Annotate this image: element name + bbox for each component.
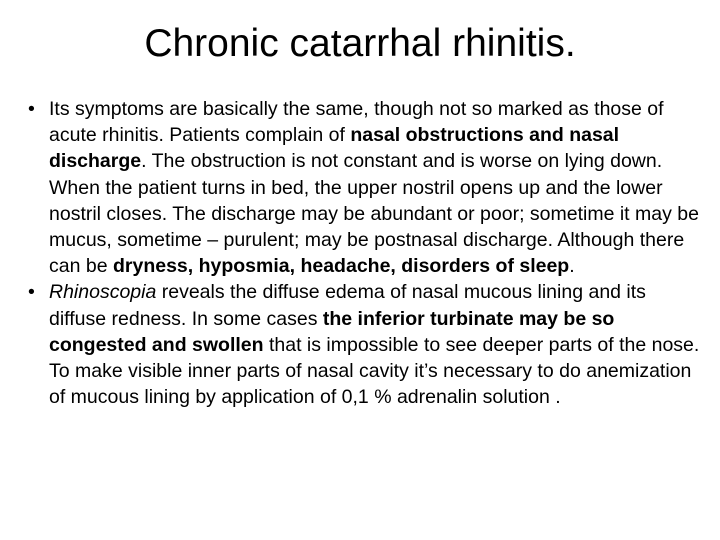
slide-title xyxy=(0,18,720,70)
bullet-marker: • xyxy=(28,281,35,304)
bullet-item-symptoms xyxy=(28,96,700,279)
bullet-text-segment: reveals the diffuse edema of nasal mucous lining and its diffuse redness. In some cases xyxy=(49,281,646,330)
bullet-text-bold-segment: the inferior turbinate may be so congested and swollen xyxy=(49,307,615,356)
bullet-text-segment: . The obstruction is not constant and is worse on lying down. When the patient turns in bed, the upper nostril opens up and the lower nostril closes. The discharge may be abundant or poor; sometime it may be mucus, sometime – purulent; may be postnasal discharge. Although there can be xyxy=(49,150,699,278)
bullet-text-bold-segment: nasal obstructions and nasal discharge xyxy=(49,124,620,173)
bullet-marker: • xyxy=(28,98,35,120)
bullet-list xyxy=(28,96,700,410)
slide-title-period: . xyxy=(564,22,576,65)
bullet-text-italic-segment: Rhinoscopia xyxy=(49,281,157,304)
bullet-text-segment: Its symptoms are basically the same, though not so marked as those of acute rhinitis. Patients complain of xyxy=(49,98,664,147)
slide-title-text: Chronic catarrhal rhinitis xyxy=(144,22,565,65)
bullet-item-rhinoscopia xyxy=(28,279,700,410)
bullet-text-bold-segment: dryness, hyposmia, headache, disorders of sleep xyxy=(112,255,570,278)
bullet-text-segment: that is impossible to see deeper parts of the nose. To make visible inner parts of nasal cavity it’s necessary to do anemization of mucous lining by application of 0,1 % adrenalin solution . xyxy=(49,333,700,409)
bullet-text-segment: . xyxy=(569,255,575,278)
